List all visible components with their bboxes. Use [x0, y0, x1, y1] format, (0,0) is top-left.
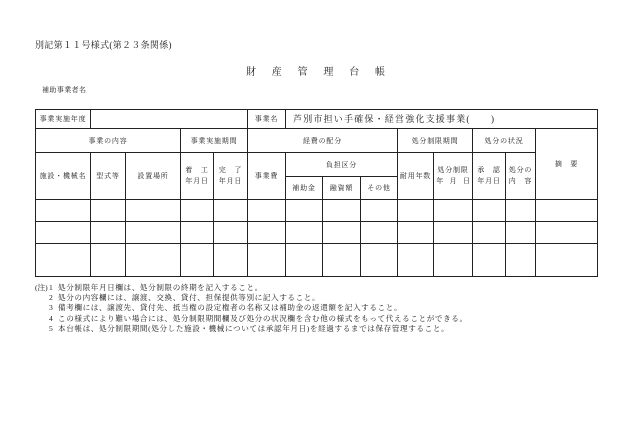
- ledger-cell: [398, 244, 434, 277]
- ledger-row: [36, 222, 598, 244]
- ledger-row: [36, 200, 598, 222]
- project-name-value: 芦別市担い手確保・経営強化支援事業( ): [286, 110, 598, 129]
- ledger-cell: [248, 222, 286, 244]
- ledger-cell: [473, 222, 506, 244]
- column-header-approval-date: [473, 153, 506, 200]
- column-header-start-date-line1: 着 工: [185, 166, 209, 174]
- ledger-row: [36, 244, 598, 277]
- ledger-cell: [398, 200, 434, 222]
- notes-section: [35, 283, 468, 334]
- ledger-cell: [506, 222, 536, 244]
- ledger-cell: [36, 200, 91, 222]
- note-number: 4: [49, 313, 53, 323]
- column-header-facility-name: 施設・機械名: [36, 153, 91, 200]
- ledger-cell: [36, 244, 91, 277]
- column-header-completion-date: [214, 153, 248, 200]
- column-header-disposal-limit-date: [434, 153, 473, 200]
- column-header-model: 型式等: [91, 153, 126, 200]
- ledger-cell: [214, 244, 248, 277]
- group-header-disposal-status: 処分の状況: [473, 129, 536, 153]
- ledger-cell: [323, 200, 361, 222]
- ledger-cell: [473, 244, 506, 277]
- note-line: [35, 283, 468, 293]
- note-text: 処分制限年月日欄は、処分制限の終期を記入すること。: [58, 283, 263, 292]
- column-header-project-cost: 事業費: [248, 153, 286, 200]
- ledger-cell: [181, 200, 214, 222]
- column-header-other: その他: [361, 177, 398, 200]
- ledger-cell: [286, 200, 323, 222]
- group-header-disposal-limit-period: 処分制限期間: [398, 129, 473, 153]
- ledger-cell: [361, 244, 398, 277]
- notes-prefix: (注): [35, 283, 48, 292]
- note-text: 処分の内容欄には、譲渡、交換、貸付、担保提供等別に記入すること。: [58, 293, 321, 303]
- ledger-cell: [91, 200, 126, 222]
- ledger-cell: [91, 222, 126, 244]
- column-header-approval-date-line2: 年月日: [477, 177, 501, 185]
- ledger-cell: [323, 222, 361, 244]
- column-header-disposal-limit-date-line2: 年 月 日: [436, 177, 470, 185]
- ledger-cell: [248, 244, 286, 277]
- column-header-useful-life: 耐用年数: [398, 153, 434, 200]
- column-header-disposal-details-line2: 内 容: [508, 177, 533, 185]
- group-header-cost-allocation: 経費の配分: [248, 129, 398, 153]
- note-text: この様式により難い場合には、処分制限期間欄及び処分の状況欄を含む他の様式をもって代えることができる。: [58, 313, 468, 323]
- ledger-cell: [536, 200, 598, 222]
- note-text: 本台帳は、処分制限期間(処分した施設・機械については承認年月日)を経過するまでは保存管理すること。: [58, 323, 450, 333]
- grant-recipient-label: 補助事業者名: [42, 86, 87, 94]
- ledger-cell: [126, 244, 181, 277]
- ledger-cell: [181, 244, 214, 277]
- ledger-cell: [91, 244, 126, 277]
- note-number: 2: [49, 293, 53, 303]
- fiscal-year-value-cell: [91, 110, 248, 129]
- column-header-disposal-details-line1: 処分の: [508, 166, 533, 174]
- ledger-cell: [323, 244, 361, 277]
- note-number: 3: [49, 303, 53, 313]
- asset-ledger-table: [35, 109, 598, 277]
- fiscal-year-label: 事業実施年度: [36, 110, 91, 129]
- column-header-completion-date-line1: 完 了: [218, 166, 243, 174]
- column-header-loan: 融資額: [323, 177, 361, 200]
- ledger-cell: [398, 222, 434, 244]
- note-number: 5: [49, 323, 53, 333]
- ledger-cell: [434, 244, 473, 277]
- note-line: [35, 303, 468, 313]
- note-line: [35, 324, 468, 334]
- ledger-cell: [214, 200, 248, 222]
- column-header-start-date-line2: 年月日: [185, 177, 209, 185]
- ledger-cell: [286, 222, 323, 244]
- column-header-completion-date-line2: 年月日: [218, 177, 243, 185]
- group-header-implementation-period: 事業実施期間: [181, 129, 248, 153]
- ledger-cell: [126, 222, 181, 244]
- group-header-row: [36, 129, 598, 153]
- column-header-approval-date-line1: 承 認: [477, 166, 501, 174]
- page-title: 財産管理台帳: [246, 67, 401, 78]
- ledger-cell: [214, 222, 248, 244]
- note-text: 備考欄には、譲渡先、貸付先、抵当権の設定権者の名称又は補助金の返還額を記入すること。: [58, 303, 403, 313]
- form-number-label: 別記第１１号様式(第２３条関係): [35, 40, 172, 50]
- column-header-disposal-limit-date-line1: 処分制限: [437, 166, 469, 174]
- column-header-location: 設置場所: [126, 153, 181, 200]
- subgroup-header-cost-burden: 負担区分: [286, 153, 398, 177]
- project-name-label: 事業名: [248, 110, 286, 129]
- note-line: [35, 314, 468, 324]
- ledger-cell: [361, 222, 398, 244]
- group-header-project-content: 事業の内容: [36, 129, 181, 153]
- ledger-cell: [248, 200, 286, 222]
- ledger-cell: [126, 200, 181, 222]
- ledger-cell: [473, 200, 506, 222]
- column-header-row: [36, 153, 598, 177]
- ledger-cell: [536, 244, 598, 277]
- ledger-cell: [361, 200, 398, 222]
- column-header-disposal-details: [506, 153, 536, 200]
- ledger-cell: [506, 244, 536, 277]
- project-info-row: [36, 110, 598, 129]
- column-header-remarks: 摘 要: [536, 129, 598, 200]
- ledger-cell: [434, 222, 473, 244]
- note-number: 1: [49, 283, 53, 292]
- column-header-start-date: [181, 153, 214, 200]
- ledger-cell: [506, 200, 536, 222]
- ledger-cell: [36, 222, 91, 244]
- note-line: [35, 293, 468, 303]
- column-header-subsidy: 補助金: [286, 177, 323, 200]
- ledger-cell: [286, 244, 323, 277]
- ledger-cell: [434, 200, 473, 222]
- ledger-cell: [181, 222, 214, 244]
- ledger-cell: [536, 222, 598, 244]
